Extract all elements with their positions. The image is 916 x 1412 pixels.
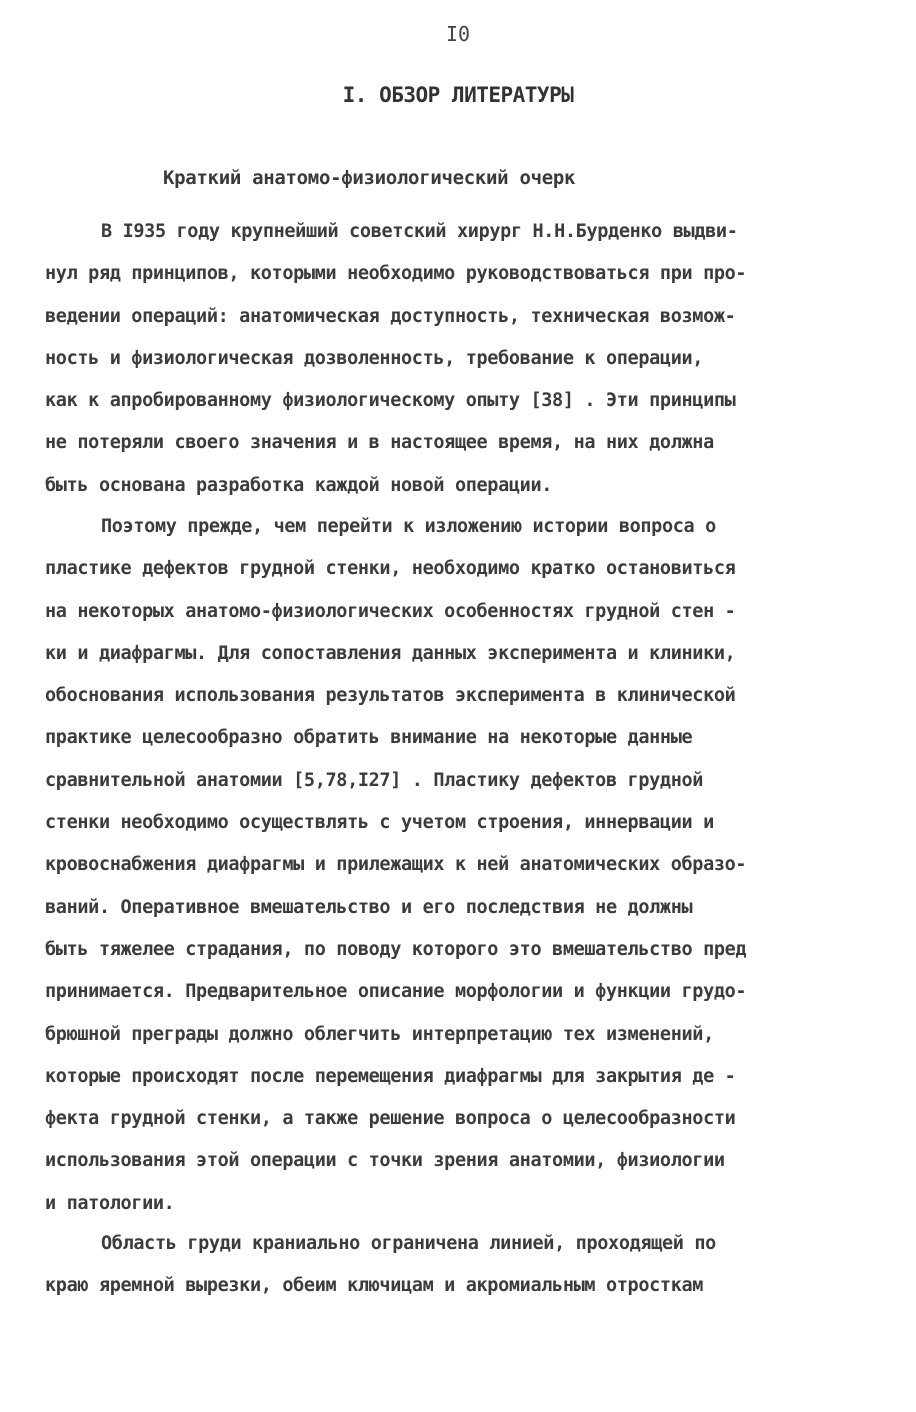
text-line: принимается. Предварительное описание морфологии и функции грудо- xyxy=(45,981,747,1003)
text-line: сравнительной анатомии [5,78,I27] . Пластику дефектов грудной xyxy=(45,769,704,791)
text-line: как к апробированному физиологическому опыту [38] . Эти принципы xyxy=(45,390,736,412)
text-line: быть основана разработка каждой новой операции. xyxy=(45,474,553,496)
section-title: Краткий анатомо-физиологический очерк xyxy=(163,167,576,189)
text-line: не потеряли своего значения и в настоящее время, на них должна xyxy=(45,432,714,454)
text-line: пластике дефектов грудной стенки, необходимо кратко остановиться xyxy=(45,558,736,580)
text-line: Поэтому прежде, чем перейти к изложению истории вопроса о xyxy=(101,516,716,537)
text-line: на некоторых анатомо-физиологических особенностях грудной стен - xyxy=(45,600,736,622)
text-line: обоснования использования результатов эксперимента в клинической xyxy=(45,685,736,707)
text-line: стенки необходимо осуществлять с учетом строения, иннервации и xyxy=(45,812,714,834)
text-line: ваний. Оперативное вмешательство и его последствия не должны xyxy=(45,896,693,918)
page-number: I0 xyxy=(445,22,471,46)
text-line: фекта грудной стенки, а также решение вопроса о целесообразности xyxy=(45,1108,736,1130)
paragraph-3 xyxy=(45,1223,875,1308)
text-line: ки и диафрагмы. Для сопоставления данных эксперимента и клиники, xyxy=(45,642,736,664)
paragraph-1 xyxy=(45,211,875,507)
text-line: и патологии. xyxy=(45,1192,175,1214)
text-line: нул ряд принципов, которыми необходимо руководствоваться при про- xyxy=(45,263,747,285)
text-line: использования этой операции с точки зрения анатомии, физиологии xyxy=(45,1150,725,1172)
text-line: Область груди краниально ограничена линией, проходящей по xyxy=(101,1233,716,1254)
text-line: кровоснабжения диафрагмы и прилежащих к ней анатомических образо- xyxy=(45,854,747,876)
text-line: которые происходят после перемещения диафрагмы для закрытия де - xyxy=(45,1065,736,1087)
text-line: ведении операций: анатомическая доступность, техническая возмож- xyxy=(45,305,736,327)
chapter-title: I. ОБЗОР ЛИТЕРАТУРЫ xyxy=(342,83,574,107)
text-line: практике целесообразно обратить внимание на некоторые данные xyxy=(45,727,693,749)
text-line: ность и физиологическая дозволенность, требование к операции, xyxy=(45,347,704,369)
text-line: брюшной преграды должно облегчить интерпретацию тех изменений, xyxy=(45,1023,714,1045)
paragraph-2 xyxy=(45,506,875,1225)
text-line: краю яремной вырезки, обеим ключицам и акромиальным отросткам xyxy=(45,1275,704,1297)
text-line: В I935 году крупнейший советский хирург Н.Н.Бурденко выдви- xyxy=(101,221,738,242)
text-line: быть тяжелее страдания, по поводу которого это вмешательство пред xyxy=(45,938,747,960)
